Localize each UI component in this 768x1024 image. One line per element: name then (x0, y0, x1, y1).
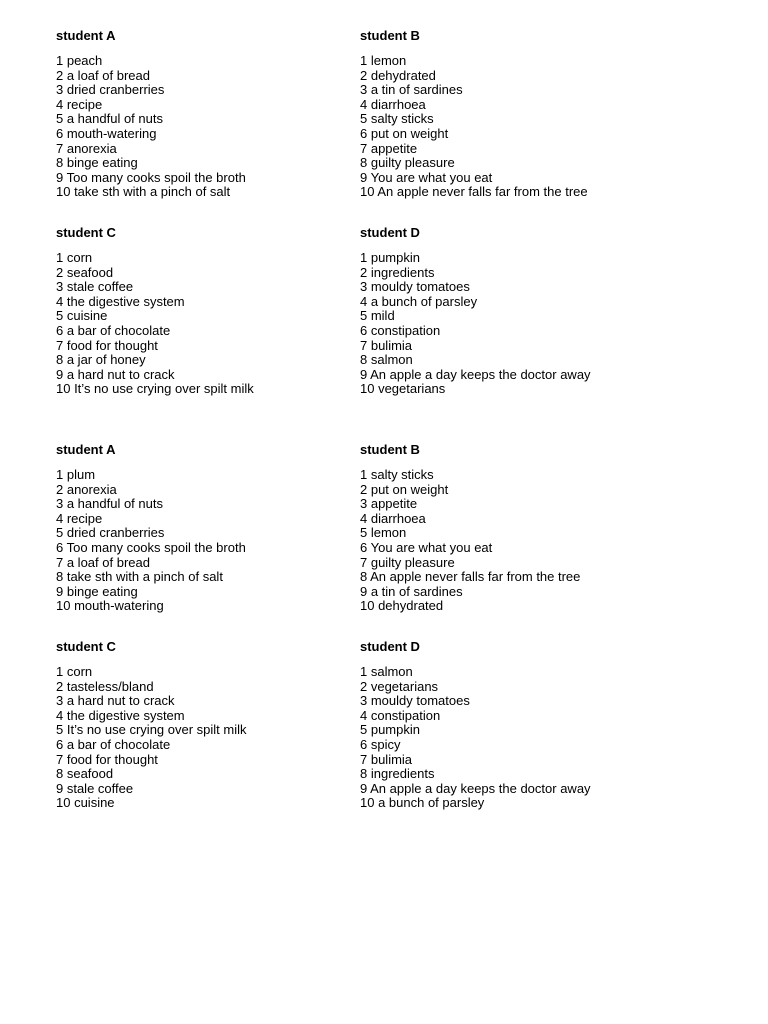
student-heading: student C (56, 639, 116, 654)
student-b-list-set2 (360, 442, 660, 614)
list-item: 10 vegetarians (360, 381, 446, 397)
word-list (360, 54, 660, 200)
student-heading: student C (56, 225, 116, 240)
list-item: 6 You are what you eat (360, 539, 493, 555)
list-item: 6 put on weight (360, 125, 449, 141)
student-c-list-set2 (56, 639, 356, 811)
list-item: 1 peach (56, 53, 103, 68)
list-item: 2 seafood (56, 264, 114, 280)
student-heading: student D (360, 639, 420, 654)
list-item: 5 dried cranberries (56, 525, 165, 541)
list-item: 10 mouth-watering (56, 598, 164, 614)
list-item: 3 a handful of nuts (56, 496, 163, 512)
list-item: 10 It’s no use crying over spilt milk (56, 381, 254, 397)
list-item: 6 constipation (360, 322, 441, 338)
list-item: 7 food for thought (56, 337, 158, 353)
list-item: 1 salty sticks (360, 467, 434, 482)
student-heading: student B (360, 28, 420, 43)
list-item: 4 recipe (56, 510, 103, 526)
list-item: 4 constipation (360, 707, 441, 723)
list-item: 3 mouldy tomatoes (360, 693, 470, 709)
list-item: 8 a jar of honey (56, 352, 146, 368)
list-item: 9 An apple a day keeps the doctor away (360, 366, 591, 382)
word-list (360, 251, 660, 397)
word-list (56, 468, 356, 614)
list-item: 4 the digestive system (56, 293, 185, 309)
student-a-list-set2 (56, 442, 356, 614)
list-item: 2 tasteless/bland (56, 678, 154, 694)
list-item: 7 food for thought (56, 751, 158, 767)
list-item: 3 stale coffee (56, 279, 134, 295)
list-item: 10 a bunch of parsley (360, 795, 485, 811)
list-item: 8 guilty pleasure (360, 155, 455, 171)
list-item: 7 a loaf of bread (56, 554, 150, 570)
list-item: 7 bulimia (360, 337, 413, 353)
student-heading: student A (56, 28, 116, 43)
word-list (56, 665, 356, 811)
list-item: 1 corn (56, 250, 93, 265)
list-item: 4 diarrhoea (360, 510, 426, 526)
list-item: 8 seafood (56, 766, 114, 782)
list-item: 10 take sth with a pinch of salt (56, 184, 231, 200)
list-item: 9 An apple a day keeps the doctor away (360, 780, 591, 796)
student-c-list-set1 (56, 225, 356, 397)
list-item: 1 salmon (360, 664, 413, 679)
list-item: 6 mouth-watering (56, 125, 157, 141)
list-item: 6 Too many cooks spoil the broth (56, 539, 246, 555)
student-heading: student D (360, 225, 420, 240)
student-b-list-set1 (360, 28, 660, 200)
list-item: 10 dehydrated (360, 598, 444, 614)
list-item: 3 mouldy tomatoes (360, 279, 470, 295)
list-item: 7 appetite (360, 140, 418, 156)
list-item: 1 pumpkin (360, 250, 420, 265)
list-item: 8 take sth with a pinch of salt (56, 569, 223, 585)
list-item: 3 a hard nut to crack (56, 693, 175, 709)
list-item: 9 Too many cooks spoil the broth (56, 169, 246, 185)
list-item: 5 mild (360, 308, 395, 324)
list-item: 4 diarrhoea (360, 96, 426, 112)
list-item: 2 anorexia (56, 481, 117, 497)
list-item: 5 lemon (360, 525, 407, 541)
list-item: 2 put on weight (360, 481, 449, 497)
list-item: 2 vegetarians (360, 678, 439, 694)
word-list (56, 54, 356, 200)
list-item: 4 a bunch of parsley (360, 293, 478, 309)
list-item: 6 a bar of chocolate (56, 736, 171, 752)
student-heading: student B (360, 442, 420, 457)
word-list (360, 665, 660, 811)
word-list (56, 251, 356, 397)
list-item: 2 ingredients (360, 264, 435, 280)
student-d-list-set2 (360, 639, 660, 811)
list-item: 5 cuisine (56, 308, 108, 324)
list-item: 2 dehydrated (360, 67, 436, 83)
list-item: 10 An apple never falls far from the tree (360, 184, 588, 200)
list-item: 3 dried cranberries (56, 82, 165, 98)
list-item: 6 a bar of chocolate (56, 322, 171, 338)
list-item: 5 a handful of nuts (56, 111, 163, 127)
list-item: 9 binge eating (56, 583, 138, 599)
student-a-list-set1 (56, 28, 356, 200)
list-item: 4 the digestive system (56, 707, 185, 723)
list-item: 8 salmon (360, 352, 413, 368)
list-item: 3 appetite (360, 496, 418, 512)
list-item: 5 It’s no use crying over spilt milk (56, 722, 247, 738)
list-item: 9 You are what you eat (360, 169, 493, 185)
list-item: 7 guilty pleasure (360, 554, 455, 570)
word-list (360, 468, 660, 614)
list-item: 5 pumpkin (360, 722, 420, 738)
list-item: 7 anorexia (56, 140, 117, 156)
list-item: 1 corn (56, 664, 93, 679)
list-item: 8 ingredients (360, 766, 435, 782)
list-item: 10 cuisine (56, 795, 115, 811)
list-item: 9 a tin of sardines (360, 583, 463, 599)
list-item: 8 An apple never falls far from the tree (360, 569, 581, 585)
list-item: 6 spicy (360, 736, 401, 752)
list-item: 5 salty sticks (360, 111, 434, 127)
list-item: 9 stale coffee (56, 780, 134, 796)
list-item: 8 binge eating (56, 155, 138, 171)
list-item: 7 bulimia (360, 751, 413, 767)
list-item: 9 a hard nut to crack (56, 366, 175, 382)
list-item: 2 a loaf of bread (56, 67, 150, 83)
student-heading: student A (56, 442, 116, 457)
list-item: 3 a tin of sardines (360, 82, 463, 98)
list-item: 1 lemon (360, 53, 407, 68)
list-item: 1 plum (56, 467, 96, 482)
student-d-list-set1 (360, 225, 660, 397)
list-item: 4 recipe (56, 96, 103, 112)
